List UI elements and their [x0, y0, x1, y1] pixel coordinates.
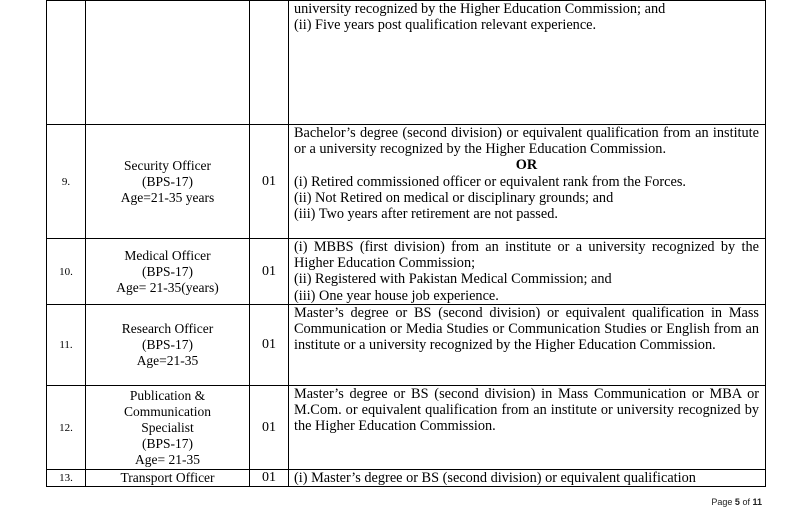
- qualification-line: (i) Retired commissioned officer or equivalent rank from the Forces.: [294, 173, 686, 190]
- post-title: Communication: [124, 403, 211, 419]
- qualification-line: (iii) Two years after retirement are not passed.: [294, 206, 558, 223]
- qualification-cell: [289, 470, 766, 487]
- serial-number-cell: 13.: [47, 470, 86, 487]
- quantity-cell: 01: [250, 305, 289, 386]
- post-grade: (BPS-17): [141, 337, 193, 352]
- serial-number-cell: 9.: [47, 125, 86, 239]
- page-footer: [711, 497, 762, 507]
- qualification-line: Master’s degree or BS (second division) in Mass Communication or MBA or M.Com. or equivalent qualification from an institute or university recognized by the Higher Education Commission.: [294, 386, 759, 435]
- quantity-cell: [250, 1, 289, 125]
- post-cell: [86, 239, 250, 305]
- recruitment-table-frame: [46, 0, 766, 486]
- post-age: Age=21-35: [136, 353, 199, 368]
- qualification-line: Master’s degree or BS (second division) or equivalent qualification in Mass Communication or Media Studies or Communication Studies or English from an institute or a university recognized by the Higher Education Commission.: [294, 305, 759, 354]
- table-row: [47, 239, 766, 305]
- post-title: Research Officer: [121, 321, 214, 336]
- qualification-cell: [289, 386, 766, 470]
- qualification-line: (ii) Five years post qualification relevant experience.: [294, 17, 597, 34]
- total-pages: 11: [752, 497, 762, 507]
- table-row: [47, 470, 766, 487]
- table-row: [47, 386, 766, 470]
- quantity-cell: 01: [250, 125, 289, 239]
- current-page: 5: [734, 497, 740, 507]
- qualification-cell: [289, 1, 766, 125]
- serial-number-cell: [47, 1, 86, 125]
- qualification-line: (iii) One year house job experience.: [294, 287, 499, 304]
- post-grade: (BPS-17): [141, 263, 193, 279]
- qualification-cell: [289, 305, 766, 386]
- serial-number-cell: 10.: [47, 239, 86, 305]
- post-age: Age= 21-35: [135, 451, 200, 467]
- qualification-line: (i) MBBS (first division) from an institute or a university recognized by the Higher Education Commission;: [294, 239, 759, 272]
- post-cell: [86, 305, 250, 386]
- qualification-cell: [289, 125, 766, 239]
- post-grade: (BPS-17): [141, 435, 193, 451]
- post-cell: [86, 470, 250, 487]
- post-title: Medical Officer: [124, 247, 211, 263]
- qualification-line: (ii) Not Retired on medical or disciplinary grounds; and: [294, 189, 614, 206]
- qualification-cell: [289, 239, 766, 305]
- post-age: Age=21-35 years: [120, 189, 215, 205]
- qualification-line: university recognized by the Higher Education Commission; and: [294, 1, 666, 17]
- quantity-cell: 01: [250, 386, 289, 470]
- post-title: Specialist: [141, 419, 194, 435]
- post-title: Publication &: [129, 387, 206, 403]
- quantity-cell: 01: [250, 470, 289, 487]
- qualification-line: (ii) Registered with Pakistan Medical Commission; and: [294, 271, 612, 288]
- quantity-cell: 01: [250, 239, 289, 305]
- positions-table: [46, 0, 766, 487]
- post-age: Age= 21-35(years): [116, 279, 219, 295]
- serial-number-cell: 12.: [47, 386, 86, 470]
- table-row: [47, 305, 766, 386]
- qualification-line: Bachelor’s degree (second division) or equivalent qualification from an institute or a university recognized by the Higher Education Commission.: [294, 125, 759, 158]
- post-cell: [86, 1, 250, 125]
- post-cell: [86, 125, 250, 239]
- page-separator: of: [742, 497, 750, 507]
- post-cell: [86, 386, 250, 470]
- post-title: Transport Officer: [120, 470, 215, 486]
- post-title: Security Officer: [123, 157, 212, 173]
- serial-number-cell: 11.: [47, 305, 86, 386]
- page-label: Page: [711, 497, 733, 507]
- or-separator: OR: [515, 157, 538, 174]
- qualification-line: (i) Master’s degree or BS (second division) or equivalent qualification: [294, 470, 696, 486]
- post-grade: (BPS-17): [141, 173, 193, 189]
- table-row: [47, 1, 766, 125]
- table-row: [47, 125, 766, 239]
